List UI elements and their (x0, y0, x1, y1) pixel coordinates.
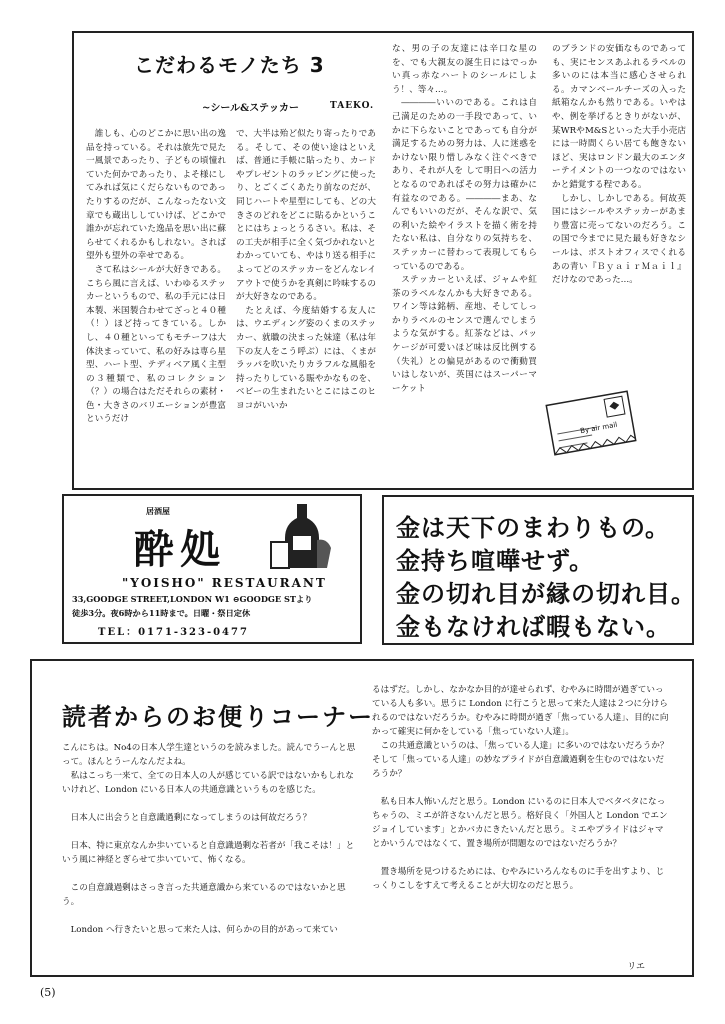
airmail-label: By air mail (579, 420, 618, 436)
page-number: (5) (40, 986, 56, 999)
ad-restaurant-name: "YOISHO" RESTAURANT (122, 576, 327, 590)
ad-telephone: TEL：0171-323-0477 (98, 627, 249, 638)
article-author: TAEKO. (330, 101, 375, 111)
proverb-line-4: 金もなければ暇もない。 (396, 612, 671, 641)
article-column-4: のブランドの安価なものであっても、実にセンスあふれるラベルの多いのには本当に感心させられる。カマンベールチーズの入った紙箱なんかも然りである。いやはや、例を挙げるときりがないが、某WRやM&Sといった大手小売店には一時間くらい居ても飽きないほど、実はロンドン最大のエンターテイメントの一つなのではないかと錯覚する程である。 しかし、しかしである。何故英国にはシールやステッカーがあまり豊富に売ってないのだろう。この国で今までに見た最も好きなシールは、ポストオフィスでくれるあの青い『ＢｙａｉｒＭａｉｌ』だけなのであった…。 (552, 44, 686, 286)
ad-logo: 酔処 (134, 526, 226, 573)
article-column-2: で、大半は殆ど似たり寄ったりである。そして、その使い途はといえば、普通に手帳に貼ったり、カードやプレゼントのラッピングに使ったり、とごくごくあたり前なのだが、同じハートや星型にしても、どの大きさのどれをどこに貼るかということにはちょっとうるさい。私は、その工夫が相手に全く気づかれないとわかっていても、やはり送る相手によってどのステッカーをどんなレイアウトで使うかを真剣に吟味するのが大好きなのである。 たとえば、今度結婚する友人には、ウエディング姿のくまのステッカー、就職の決まった妹達（私は年下の友人をこう呼ぶ）には、くまがラッパを吹いたりカラフルな風船を持ったりしている賑やかなものを、ベビーの生まれたいとこにはこのヒヨコがいいか (236, 129, 376, 411)
article-column-3: な、男の子の友達には辛口な星のを、でも大親友の誕生日にはでっかい真っ赤なハートのシールにしよう！、等々…。 ――――いいのである。これは自己満足のための一手段であって、いかに下らないことであっても自分が満足するための努力は、人に迷惑をかけない限り惜しみなく注ぐべきであり、それが人を して明日への活力となるのであればその努力は確かに有益なのである。――――まあ、なんでもいいのだが、そんな訳で、気の利いた絵やイラストを描く術を持たない私は、自分なりの気持ちを、ステッカーに替わって表現してもらっているのである。 ステッカーといえば、ジャムや紅茶のラベルなんかも大好きである。ワイン等は銘柄、産地、そしてしっかりラベルのセンスで選んでしまうような気がする。紅茶などは、パッケージが可愛いほど味は反比例する（失礼）との偏見があるので衝動買いはしないが、英国にはスーパーマーケット (392, 44, 537, 394)
ad-hours: 徒歩3分。夜6時から11時まで。日曜・祭日定休 (72, 608, 251, 618)
restaurant-ad (62, 494, 362, 644)
ad-address: 33,GOODGE STREET,LONDON W1 ⊖GOODGE STより (72, 594, 313, 604)
article-column-1: 誰しも、心のどこかに思い出の逸品を持っている。それは旅先で見た一風景であったり、子どもの頃憧れていた何かであったり、よそ様にしてみれば気にくだらないものであったりするのだが、こんなったない文章でも蔵出ししていけば、どこかで誰かが忘れていた逸品を思い出に蘇らせてくれるかもしれない。されば望外も望外の幸せである。 さて私はシールが大好きである。こちら風に言えば、いわゆるステッカーというもので、私の手元には日本製、米国製合わせてざっと４０種（！）ほど持ってきている。しかし、４０種といってもモチーフは大体決まっていて、私の好みは専ら星型、ハート型、テディベア風く主型の３種類で、私のコレクション（？）の場合はただそれらの素材・色・大きさのバリエーションが豊富というだけ (86, 129, 226, 425)
letters-title: 読者からのお便りコーナー (62, 702, 374, 731)
proverb-line-2: 金持ち喧嘩せず。 (396, 546, 595, 575)
article-title: こだわるモノたち 3 (134, 53, 325, 77)
letters-signature: リエ (627, 962, 645, 972)
letters-left-column: こんにちは。No4の日本人学生達というのを読みました。読んでうーんと思って。ほんとうーんなんだよね。 私はこっち一来て、全ての日本人の人が感じている訳ではないかもしれないけれど、London にいる日本人の共通意識というものを感じた。 日本人に出会うと自意識過剰になってしまうのは何故だろう？ 日本、特に東京なんか歩いていると自意識過剰な若者が「我こそは！」という風に神経とぎらせて歩いていて、怖くなる。 この自意識過剰はさっき言った共通意識から来ているのではないかと思う。 London へ行きたいと思って来た人は、何らかの目的があって来てい (62, 743, 356, 935)
bottle-icon (269, 502, 339, 574)
article-box (72, 31, 694, 490)
ad-izakaya-label: 居酒屋 (146, 506, 170, 516)
airmail-envelope-illustration (542, 388, 640, 458)
letters-right-column: るはずだ。しかし、なかなか目的が達せられず、むやみに時間が過ぎていっている人も多い。思うに London に行こうと思って来た人達は２つに分けられるのではないだろうか。むやみに時間が過ぎ「焦っている人達」、目的に向かって確実に何かをしている「焦っていない人達」。 この共通意識というのは、「焦っている人達」に多いのではないだろうか？そして「焦っている人達」の妙なプライドが自意識過剰を生むのではないだろうか？ 私も日本人怖いんだと思う。London にいるのに日本人でベタベタになっちゃうの、ミエが許さないんだと思う。格好良く「外国人と London でエンジョイしています」とかバカにきたいんだと思う。ミエやプライドはジャマとかいうんではなくて、置き場所が問題なのではないだろうか？ 置き場所を見つけるためには、むやみにいろんなものに手を出すより、じっくりこしをすえて考えることが大切なのだと思う。 (372, 685, 669, 891)
article-subtitle: ~シール&ステッカー (202, 103, 300, 114)
proverb-line-1: 金は天下のまわりもの。 (396, 513, 671, 542)
proverb-line-3: 金の切れ目が縁の切れ目。 (396, 579, 696, 608)
